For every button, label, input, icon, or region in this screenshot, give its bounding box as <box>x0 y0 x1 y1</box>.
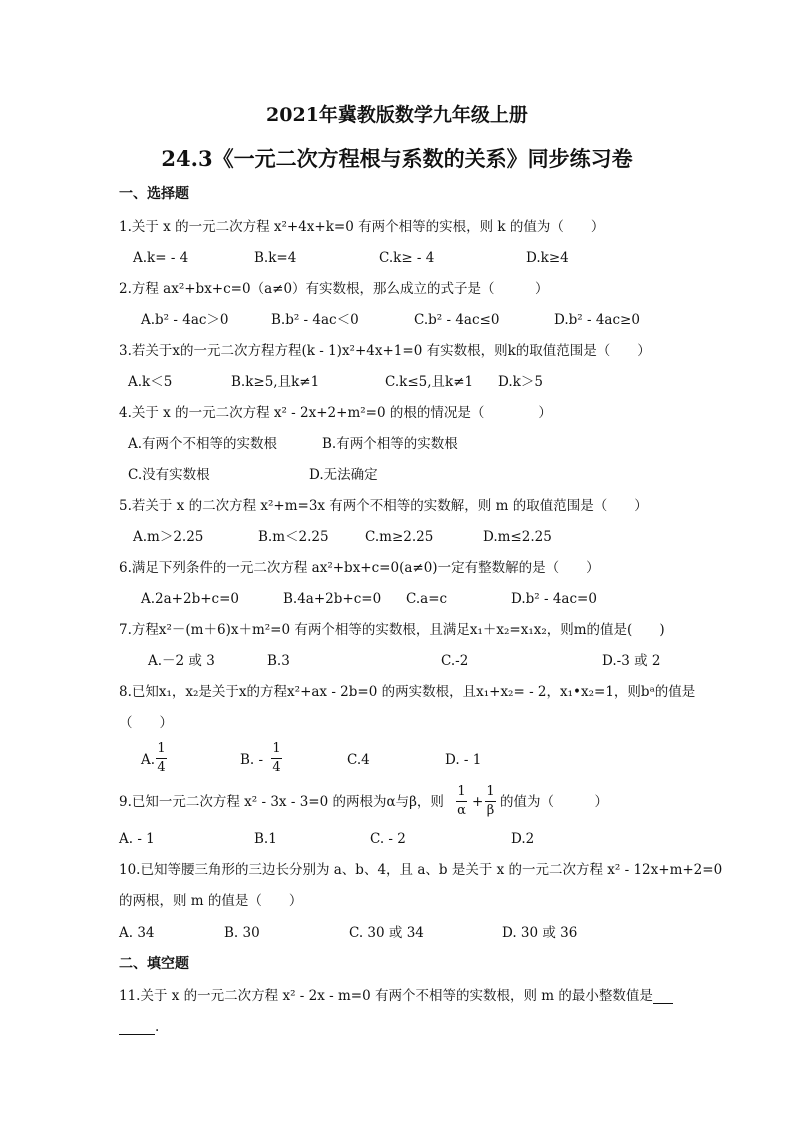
fraction-bar <box>271 758 282 759</box>
question-7-option-b: B.3 <box>267 653 290 669</box>
question-4-stem: 4.关于 x 的一元二次方程 x² - 2x+2+m²=0 的根的情况是（ ） <box>119 405 552 421</box>
question-9-fraction-alpha <box>456 785 467 818</box>
question-3-option-b: B.k≥5,且k≠1 <box>231 374 320 390</box>
fraction-bar <box>156 758 167 759</box>
question-8-option-b-label: B. - <box>240 752 264 768</box>
fraction-bar <box>456 801 467 802</box>
question-5-stem: 5.若关于 x 的二次方程 x²+m=3x 有两个不相等的实数解，则 m 的取值范围是（ ） <box>119 498 648 514</box>
question-5-option-a: A.m＞2.25 <box>133 529 204 545</box>
question-4-option-a: A.有两个不相等的实数根 <box>128 436 278 452</box>
section-heading-choice: 一、选择题 <box>119 186 189 202</box>
question-9-option-a: A. - 1 <box>119 831 155 847</box>
question-3-option-c: C.k≤5,且k≠1 <box>385 374 474 390</box>
fraction-denominator: α <box>457 803 466 818</box>
question-7-option-c: C.-2 <box>441 653 469 669</box>
question-7-option-a: A.－2 或 3 <box>148 653 215 669</box>
question-5-option-c: C.m≥2.25 <box>365 529 434 545</box>
question-6-option-c: C.a=c <box>406 591 448 607</box>
question-6-option-b: B.4a+2b+c=0 <box>283 591 382 607</box>
question-8-option-c: C.4 <box>347 752 370 768</box>
fraction-numerator: 1 <box>457 784 466 799</box>
question-8-option-d: D. - 1 <box>445 752 482 768</box>
question-2-option-b: B.b² - 4ac＜0 <box>271 312 359 328</box>
question-9-option-b: B.1 <box>254 831 277 847</box>
question-1-option-b: B.k=4 <box>254 250 297 266</box>
question-6-option-d: D.b² - 4ac=0 <box>511 591 597 607</box>
page-subtitle: 24.3《一元二次方程根与系数的关系》同步练习卷 <box>161 146 633 171</box>
question-3-option-a: A.k＜5 <box>128 374 173 390</box>
question-6-option-a: A.2a+2b+c=0 <box>141 591 239 607</box>
question-6-stem: 6.满足下列条件的一元二次方程 ax²+bx+c=0(a≠0)一定有整数解的是（ ） <box>119 560 600 576</box>
fraction-numerator: 1 <box>272 741 281 756</box>
question-11-continuation <box>119 1019 159 1035</box>
question-1-option-c: C.k≥ - 4 <box>379 250 435 266</box>
question-4-option-d: D.无法确定 <box>309 467 378 483</box>
question-3-option-d: D.k＞5 <box>498 374 543 390</box>
question-10-option-d: D. 30 或 36 <box>502 925 578 941</box>
question-3-stem: 3.若关于x的一元二次方程方程(k - 1)x²+4x+1=0 有实数根，则k的取值范围是（ ） <box>119 343 651 359</box>
question-1-stem: 1.关于 x 的一元二次方程 x²+4x+k=0 有两个相等的实根，则 k 的值为（ ） <box>119 219 605 235</box>
answer-blank-end[interactable] <box>119 1020 155 1035</box>
question-5-option-d: D.m≤2.25 <box>483 529 552 545</box>
question-9-stem-start: 9.已知一元二次方程 x² - 3x - 3=0 的两根为α与β，则 <box>119 794 444 810</box>
question-7-option-d: D.-3 或 2 <box>602 653 661 669</box>
question-11-text: 11.关于 x 的一元二次方程 x² - 2x - m=0 有两个不相等的实数根，则 m 的最小整数值是 <box>119 988 653 1004</box>
question-2-option-c: C.b² - 4ac≤0 <box>414 312 500 328</box>
question-2-stem: 2.方程 ax²+bx+c=0（a≠0）有实数根，那么成立的式子是（ ） <box>119 281 549 297</box>
question-4-option-b: B.有两个相等的实数根 <box>322 436 458 452</box>
fraction-bar <box>485 801 496 802</box>
question-2-option-d: D.b² - 4ac≥0 <box>554 312 640 328</box>
question-9-stem-end: 的值为（ ） <box>500 794 608 810</box>
question-2-option-a: A.b² - 4ac＞0 <box>141 312 229 328</box>
question-11-period: . <box>155 1019 160 1035</box>
fraction-denominator: β <box>486 803 495 818</box>
question-4-option-c: C.没有实数根 <box>128 467 210 483</box>
question-11-stem <box>119 988 673 1004</box>
fraction-numerator: 1 <box>486 784 495 799</box>
question-9-option-d: D.2 <box>511 831 535 847</box>
question-5-option-b: B.m＜2.25 <box>258 529 329 545</box>
question-8-answer-paren: （ ） <box>119 715 173 731</box>
question-1-option-a: A.k= - 4 <box>133 250 189 266</box>
question-8-option-a-fraction <box>156 742 167 775</box>
question-10-option-b: B. 30 <box>224 925 260 941</box>
question-1-option-d: D.k≥4 <box>526 250 569 266</box>
question-7-stem: 7.方程x²－(m＋6)x＋m²=0 有两个相等的实数根，且满足x₁＋x₂=x₁x₂，则m的值是( ) <box>119 622 665 638</box>
question-10-option-c: C. 30 或 34 <box>349 925 424 941</box>
answer-blank-start[interactable] <box>653 989 673 1004</box>
fraction-denominator: 4 <box>157 760 166 775</box>
question-10-stem-line2: 的两根，则 m 的值是（ ） <box>119 893 303 909</box>
page-title: 2021年冀教版数学九年级上册 <box>266 104 528 126</box>
question-10-stem-line1: 10.已知等腰三角形的三边长分别为 a、b、4，且 a、b 是关于 x 的一元二次方程 x² - 12x+m+2=0 <box>119 862 723 878</box>
question-10-option-a: A. 34 <box>119 925 155 941</box>
question-9-fraction-beta <box>485 785 496 818</box>
question-9-plus-sign: + <box>472 794 484 810</box>
question-8-option-a-label: A. <box>141 752 156 768</box>
fraction-denominator: 4 <box>272 760 281 775</box>
question-8-stem: 8.已知x₁，x₂是关于x的方程x²+ax - 2b=0 的两实数根，且x₁+x₂= - 2，x₁•x₂=1，则bᵃ的值是 <box>119 684 696 700</box>
section-heading-fill-in: 二、填空题 <box>119 956 189 972</box>
question-8-option-b-fraction <box>271 742 282 775</box>
fraction-numerator: 1 <box>157 741 166 756</box>
question-9-option-c: C. - 2 <box>370 831 406 847</box>
